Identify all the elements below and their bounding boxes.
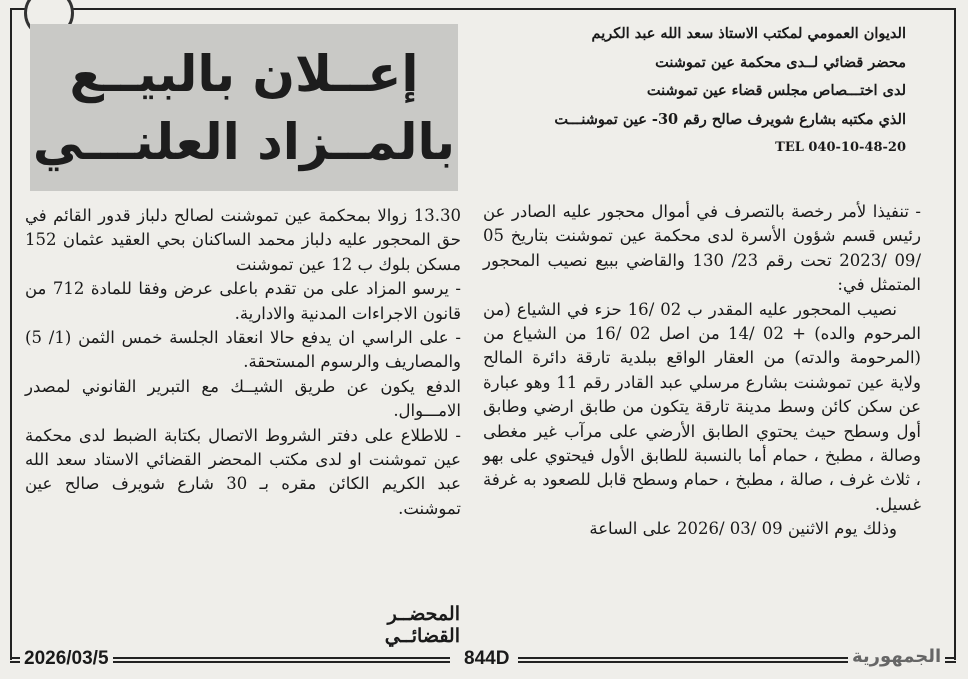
paragraph: الدفع يكون عن طريق الشيــك مع التبرير القانوني لمصدر الامـــوال. bbox=[25, 376, 461, 421]
office-header bbox=[526, 20, 906, 163]
paragraph: - تنفيذا لأمر رخصة بالتصرف في أموال محجور عليه الصادر عن رئيس قسم شؤون الأسرة لدى محكمة عين تموشنت بتاريخ 05 /09 /2023 تحت رقم 23/ 130 والقاضي ببيع نصيب المحجور المتمثل في: bbox=[483, 202, 921, 295]
office-header-line: محضر قضائي لــدى محكمة عين تموشنت bbox=[655, 53, 906, 71]
paragraph: نصيب المحجور عليه المقدر ب 02 /16 حزء في الشياع (من المرحوم والده) + 02 /14 من اصل 02 /16 من الشياع من (المرحومة والدته) من العقار الواقع ببلدية تارقة دائرة المالح ولاية عين تموشنت بشارع مرسلي عبد القادر رقم 11 وهو عبارة عن سكن كائن وسط مدينة تارقة يتكون من طابق ارضي وطابق أول وسطح حيث يحتوي الطابق الأرضي على مرآب غير مغطى وصالة ، مطبخ ، حمام أما بالنسبة للطابق الأول فيحتوي على بهو ، ثلاث غرف ، صالة ، مطبخ ، حمام وسطح قابل للصعود به غرفة غسيل. bbox=[483, 299, 921, 514]
office-header-line: الديوان العمومي لمكتب الاستاذ سعد الله عبد الكريم bbox=[591, 25, 906, 42]
office-phone: TEL 040-10-48-20 bbox=[775, 140, 906, 155]
ad-code: 844D bbox=[464, 648, 510, 669]
ad-title-line2: بالمــزاد العلنـــي bbox=[32, 112, 456, 171]
right-column bbox=[483, 200, 921, 542]
footer-bar bbox=[10, 648, 956, 674]
paragraph: 13.30 زوالا بمحكمة عين تموشنت لصالح دلباز قدور القائم في حق المحجور عليه دلباز محمد الساكنان بحي العقيد عثمان 152 مسكن بلوك ب 12 عين تموشنت bbox=[25, 206, 461, 274]
paragraph: وذلك يوم الاثنين 09 /03 /2026 على الساعة bbox=[589, 519, 897, 539]
newspaper-logo: الجمهورية bbox=[848, 646, 945, 667]
ad-title-box bbox=[30, 24, 458, 191]
paragraph: - للاطلاع على دفتر الشروط الاتصال بكتابة الضبط لدى محكمة عين تموشنت او لدى مكتب المحضر القضائي الاستاد سعد الله عبد الكريم الكائن مقره بـ 30 شارع شويرف صالح عين تموشنت. bbox=[25, 425, 461, 518]
ad-title-line1: إعــلان بالبيــع bbox=[69, 44, 419, 103]
signature: المحضــر القضائــي bbox=[384, 603, 460, 647]
paragraph: - يرسو المزاد على من تقدم باعلى عرض وفقا للمادة 712 من قانون الاجراءات المدنية والادارية. bbox=[25, 279, 461, 323]
paragraph: - على الراسي ان يدفع حالا انعقاد الجلسة خمس الثمن (1/ 5) والمصاريف والرسوم المستحقة. bbox=[25, 328, 461, 372]
office-address: الذي مكتبه بشارع شويرف صالح رقم 30- عين تموشنـــت bbox=[554, 110, 906, 128]
left-column bbox=[25, 204, 461, 521]
office-header-line: لدى اختـــصاص مجلس قضاء عين تموشنت bbox=[646, 82, 906, 99]
issue-date: 2026/03/5 bbox=[20, 648, 113, 670]
